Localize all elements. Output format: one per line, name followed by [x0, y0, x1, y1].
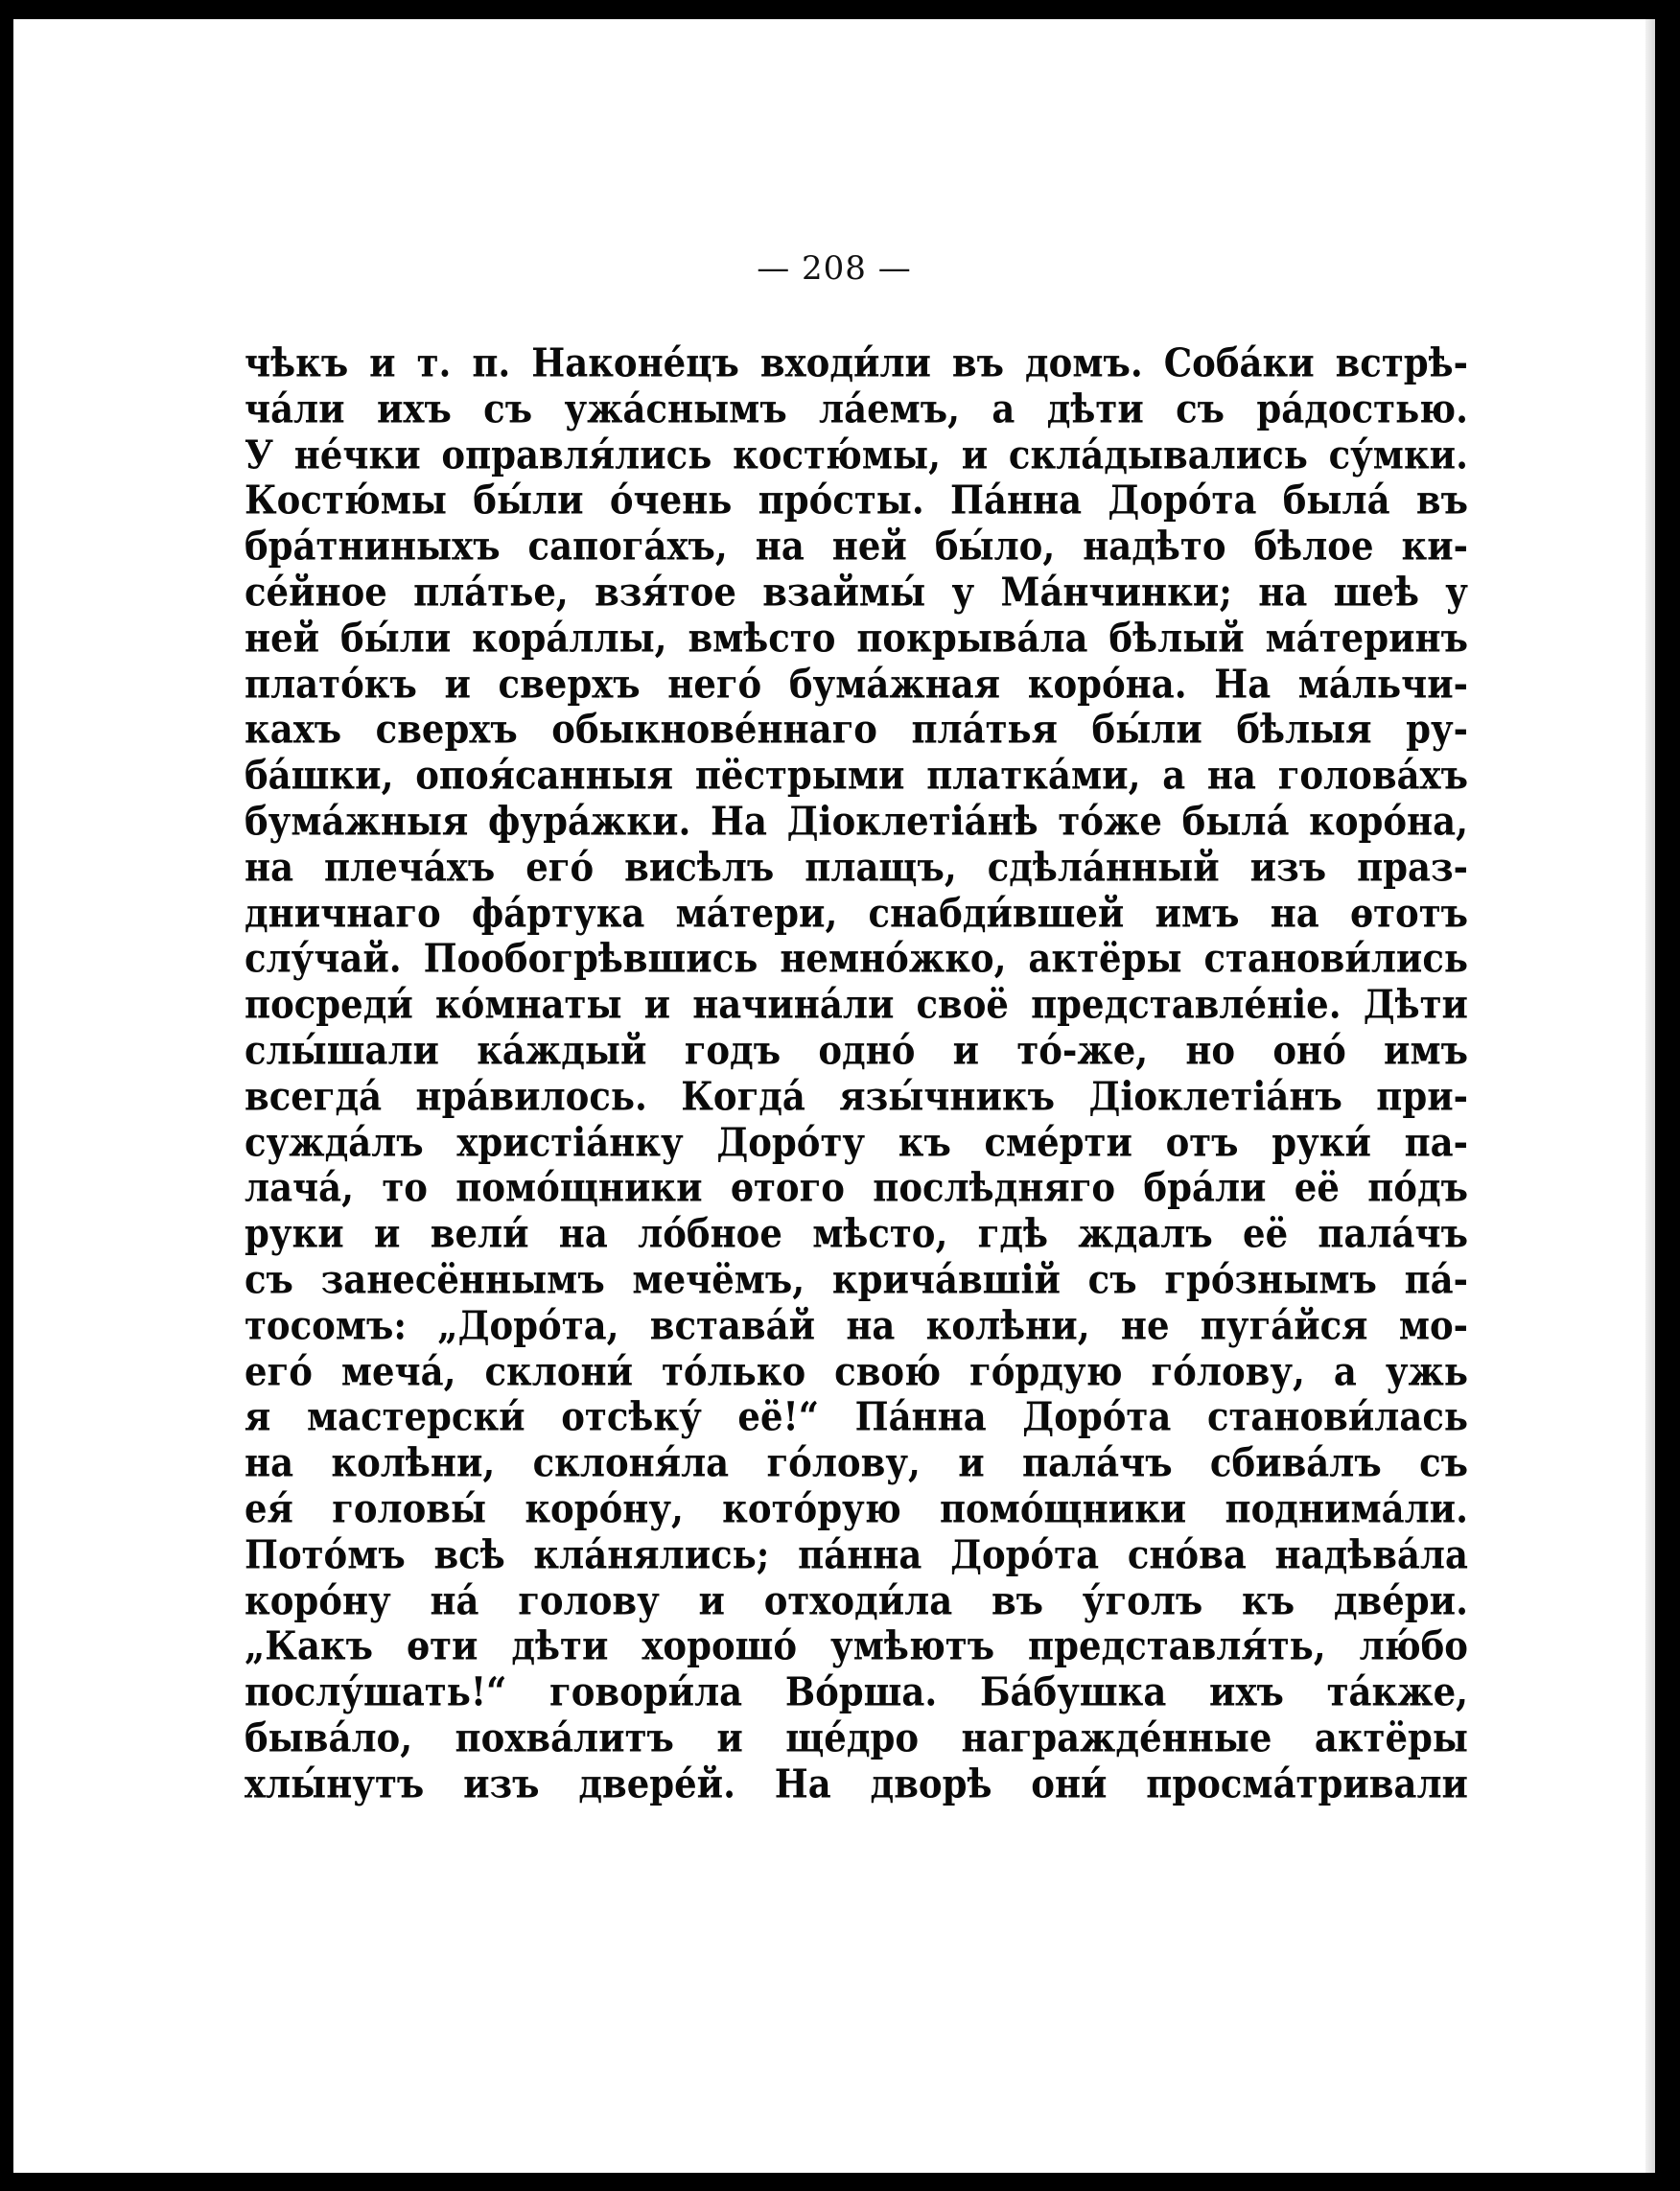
- page-edge-shadow: [1645, 19, 1655, 2173]
- text-line-8: плато́къ и сверхъ него́ бума́жная коро́на. На ма́льчи-: [245, 659, 1468, 708]
- body-text: [245, 340, 1468, 1807]
- text-line-20: руки и вели́ на ло́бное мѣсто, гдѣ ждалъ её пала́чъ: [245, 1209, 1468, 1257]
- text-line-28: коро́ну на́ голову и отходи́ла въ у́голъ къ две́ри.: [245, 1575, 1468, 1624]
- text-line-22: тосомъ: „Доро́та, встава́й на колѣни, не пуга́йся мо-: [245, 1300, 1468, 1349]
- page-number: — 208 —: [757, 249, 912, 288]
- text-line-9: кахъ сверхъ обыкнове́ннаго пла́тья бы́ли бѣлыя ру-: [245, 705, 1468, 753]
- text-line-26: ея́ головы́ коро́ну, кото́рую помо́щники поднима́ли.: [245, 1484, 1468, 1532]
- text-line-27: Пото́мъ всѣ кла́нялись; па́нна Доро́та сно́ва надѣва́ла: [245, 1529, 1468, 1578]
- text-line-7: ней бы́ли кора́ллы, вмѣсто покрыва́ла бѣлый ма́теринъ: [245, 614, 1468, 662]
- text-line-11: бума́жныя фура́жки. На Діоклетіа́нѣ то́же была́ коро́на,: [245, 797, 1468, 845]
- text-line-31: быва́ло, похва́литъ и ще́дро награжде́нные актёры: [245, 1713, 1468, 1761]
- text-line-6: се́йное пла́тье, взя́тое взаймы́ у Ма́нчинки; на шеѣ у: [245, 568, 1468, 616]
- text-line-1: чѣкъ и т. п. Наконе́цъ входи́ли въ домъ. Соба́ки встрѣ-: [245, 338, 1468, 386]
- text-line-4: Костю́мы бы́ли о́чень про́сты. Па́нна Доро́та была́ въ: [245, 476, 1468, 524]
- text-line-32: хлы́нутъ изъ двере́й. На дворѣ они́ просма́тривали: [245, 1759, 1468, 1807]
- text-line-12: на плеча́хъ его́ висѣлъ плащъ, сдѣла́нный изъ праз-: [245, 843, 1468, 891]
- text-line-10: ба́шки, опоя́санныя пёстрыми платка́ми, а на голова́хъ: [245, 751, 1468, 799]
- text-line-14: слу́чай. Пообогрѣвшись немно́жко, актёры станови́лись: [245, 934, 1468, 982]
- book-page: [13, 19, 1655, 2173]
- text-line-17: всегда́ нра́вилось. Когда́ язы́чникъ Діоклетіа́нъ при-: [245, 1072, 1468, 1120]
- text-line-23: его́ меча́, склони́ то́лько свою́ го́рдую го́лову, а ужь: [245, 1346, 1468, 1395]
- text-line-19: лача́, то помо́щники ѳтого послѣдняго бра́ли её по́дъ: [245, 1163, 1468, 1211]
- text-line-30: послу́шать!“ говори́ла Во́рша. Ба́бушка ихъ та́кже,: [245, 1667, 1468, 1715]
- text-line-25: на колѣни, склоня́ла го́лову, и пала́чъ сбива́лъ съ: [245, 1438, 1468, 1486]
- text-line-3: У не́чки оправля́лись костю́мы, и скла́дывались су́мки.: [245, 430, 1468, 478]
- text-line-18: сужда́лъ христіа́нку Доро́ту къ сме́рти отъ руки́ па-: [245, 1117, 1468, 1166]
- text-line-16: слы́шали ка́ждый годъ одно́ и то́-же, но оно́ имъ: [245, 1026, 1468, 1074]
- text-line-15: посреди́ ко́мнаты и начина́ли своё представле́ніе. Дѣти: [245, 980, 1468, 1028]
- text-line-29: „Какъ ѳти дѣти хорошо́ умѣютъ представля́ть, лю́бо: [245, 1621, 1468, 1669]
- text-line-24: я мастерски́ отсѣку́ её!“ Па́нна Доро́та станови́лась: [245, 1392, 1468, 1440]
- text-line-13: дничнаго фа́ртука ма́тери, снабди́вшей имъ на ѳтотъ: [245, 888, 1468, 937]
- text-line-5: бра́тниныхъ сапога́хъ, на ней бы́ло, надѣто бѣлое ки-: [245, 522, 1468, 570]
- text-line-21: съ занесённымъ мечёмъ, крича́вшій съ гро́знымъ па́-: [245, 1255, 1468, 1303]
- text-line-2: ча́ли ихъ съ ужа́снымъ ла́емъ, а дѣти съ ра́достью.: [245, 385, 1468, 432]
